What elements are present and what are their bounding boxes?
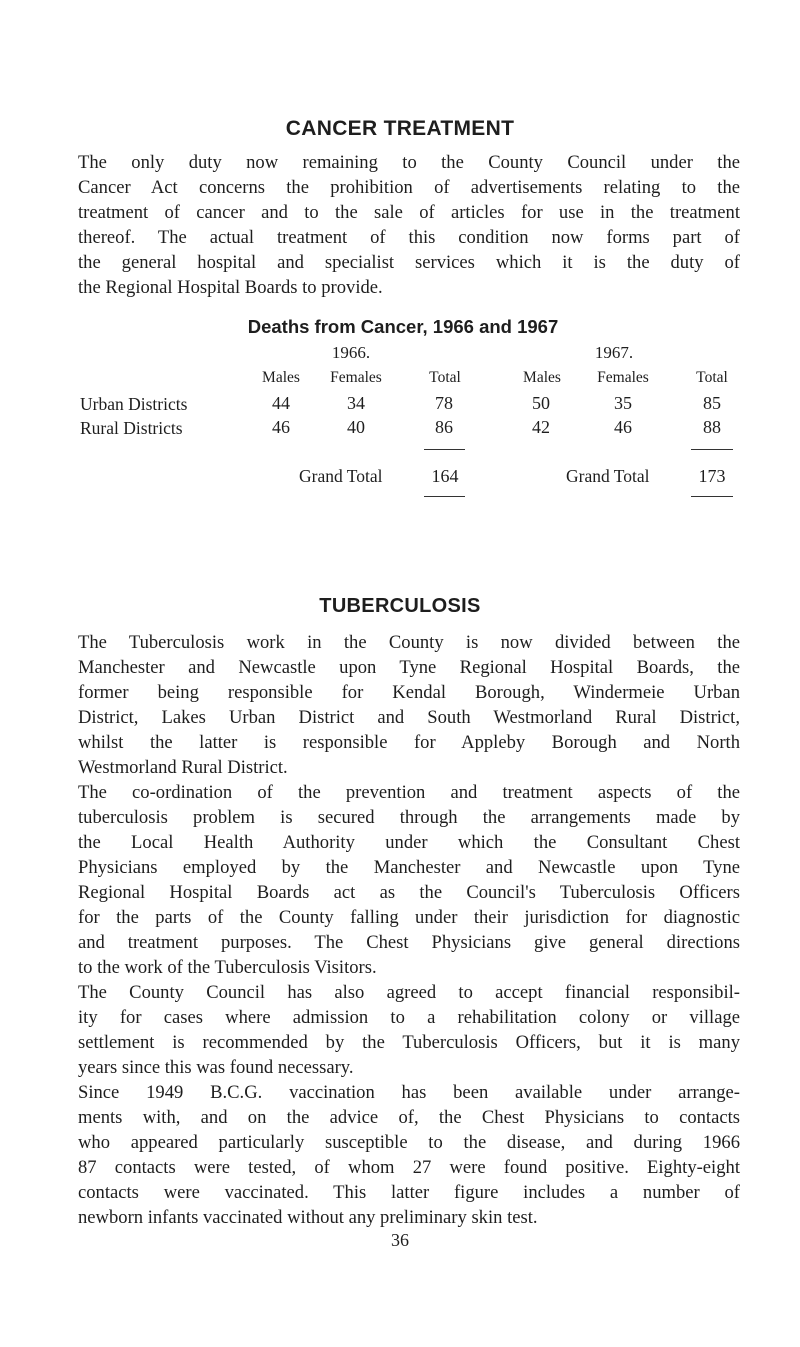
- text-line: contacts were vaccinated. This latter figure includes a number of: [78, 1182, 740, 1203]
- cell-urban-females-1967: 35: [614, 393, 632, 413]
- text-line: whilst the latter is responsible for Appleby Borough and North: [78, 732, 740, 753]
- tb-paragraph-4: [78, 1080, 740, 1230]
- text-line: Cancer Act concerns the prohibition of advertisements relating to the: [78, 177, 740, 198]
- text-line: settlement is recommended by the Tuberculosis Officers, but it is many: [78, 1032, 740, 1053]
- text-line: The Tuberculosis work in the County is now divided between the: [78, 632, 740, 653]
- cell-rural-males-1967: 42: [532, 417, 550, 437]
- text-line: Westmorland Rural District.: [78, 757, 288, 778]
- year-1966-header: 1966.: [331, 343, 371, 362]
- col-males-1967: Males: [523, 369, 561, 386]
- text-line: ments with, and on the advice of, the Chest Physicians to contacts: [78, 1107, 740, 1128]
- col-total-1966: Total: [429, 369, 461, 386]
- cancer-heading: CANCER TREATMENT: [285, 117, 515, 140]
- text-line: newborn infants vaccinated without any preliminary skin test.: [78, 1207, 538, 1228]
- text-line: The County Council has also agreed to accept financial responsibil-: [78, 982, 740, 1003]
- total-underline-1967: [691, 496, 733, 497]
- row-label-rural: Rural Districts: [80, 418, 183, 438]
- row-label-urban: Urban Districts: [80, 394, 188, 414]
- year-1967-header: 1967.: [594, 343, 634, 362]
- total-rule-1967: [691, 449, 733, 450]
- text-line: ity for cases where admission to a rehabilitation colony or village: [78, 1007, 740, 1028]
- cell-urban-total-1967: 85: [703, 393, 721, 413]
- text-line: Since 1949 B.C.G. vaccination has been available under arrange-: [78, 1082, 740, 1103]
- text-line: tuberculosis problem is secured through the arrangements made by: [78, 807, 740, 828]
- grand-total-1966: 164: [431, 466, 459, 486]
- total-rule-1966: [424, 449, 465, 450]
- cell-urban-males-1966: 44: [272, 393, 290, 413]
- text-line: the Local Health Authority under which the Consultant Chest: [78, 832, 740, 853]
- text-line: former being responsible for Kendal Borough, Windermeie Urban: [78, 682, 740, 703]
- text-line: to the work of the Tuberculosis Visitors.: [78, 957, 377, 978]
- col-total-1967: Total: [696, 369, 728, 386]
- text-line: 87 contacts were tested, of whom 27 were found positive. Eighty-eight: [78, 1157, 740, 1178]
- cell-urban-total-1966: 78: [435, 393, 453, 413]
- cell-rural-total-1966: 86: [435, 417, 453, 437]
- cell-rural-total-1967: 88: [703, 417, 721, 437]
- col-females-1966: Females: [330, 369, 382, 386]
- col-males-1966: Males: [262, 369, 300, 386]
- text-line: Regional Hospital Boards act as the Council's Tuberculosis Officers: [78, 882, 740, 903]
- grand-total-label-1967: Grand Total: [566, 466, 650, 486]
- col-females-1967: Females: [597, 369, 649, 386]
- cell-rural-females-1966: 40: [347, 417, 365, 437]
- cell-urban-females-1966: 34: [347, 393, 365, 413]
- text-line: The only duty now remaining to the County Council under the: [78, 152, 740, 173]
- text-line: treatment of cancer and to the sale of articles for use in the treatment: [78, 202, 740, 223]
- tb-paragraph-3: [78, 980, 740, 1080]
- text-line: Manchester and Newcastle upon Tyne Regional Hospital Boards, the: [78, 657, 740, 678]
- table-caption: Deaths from Cancer, 1966 and 1967: [247, 316, 559, 337]
- grand-total-label-1966: Grand Total: [299, 466, 383, 486]
- text-line: the Regional Hospital Boards to provide.: [78, 277, 383, 298]
- text-line: years since this was found necessary.: [78, 1057, 354, 1078]
- text-line: The co-ordination of the prevention and treatment aspects of the: [78, 782, 740, 803]
- text-line: and treatment purposes. The Chest Physicians give general directions: [78, 932, 740, 953]
- page-number: 36: [391, 1230, 409, 1250]
- tuberculosis-heading: TUBERCULOSIS: [319, 595, 481, 617]
- tb-paragraph-2: [78, 780, 740, 980]
- cell-rural-females-1967: 46: [614, 417, 632, 437]
- text-line: thereof. The actual treatment of this condition now forms part of: [78, 227, 740, 248]
- text-line: the general hospital and specialist services which it is the duty of: [78, 252, 740, 273]
- cancer-paragraph: [78, 150, 740, 300]
- cell-rural-males-1966: 46: [272, 417, 290, 437]
- tb-paragraph-1: [78, 630, 740, 780]
- total-underline-1966: [424, 496, 465, 497]
- cell-urban-males-1967: 50: [532, 393, 550, 413]
- grand-total-1967: 173: [698, 466, 726, 486]
- text-line: District, Lakes Urban District and South Westmorland Rural District,: [78, 707, 740, 728]
- text-line: who appeared particularly susceptible to the disease, and during 1966: [78, 1132, 740, 1153]
- text-line: for the parts of the County falling under their jurisdiction for diagnostic: [78, 907, 740, 928]
- text-line: Physicians employed by the Manchester and Newcastle upon Tyne: [78, 857, 740, 878]
